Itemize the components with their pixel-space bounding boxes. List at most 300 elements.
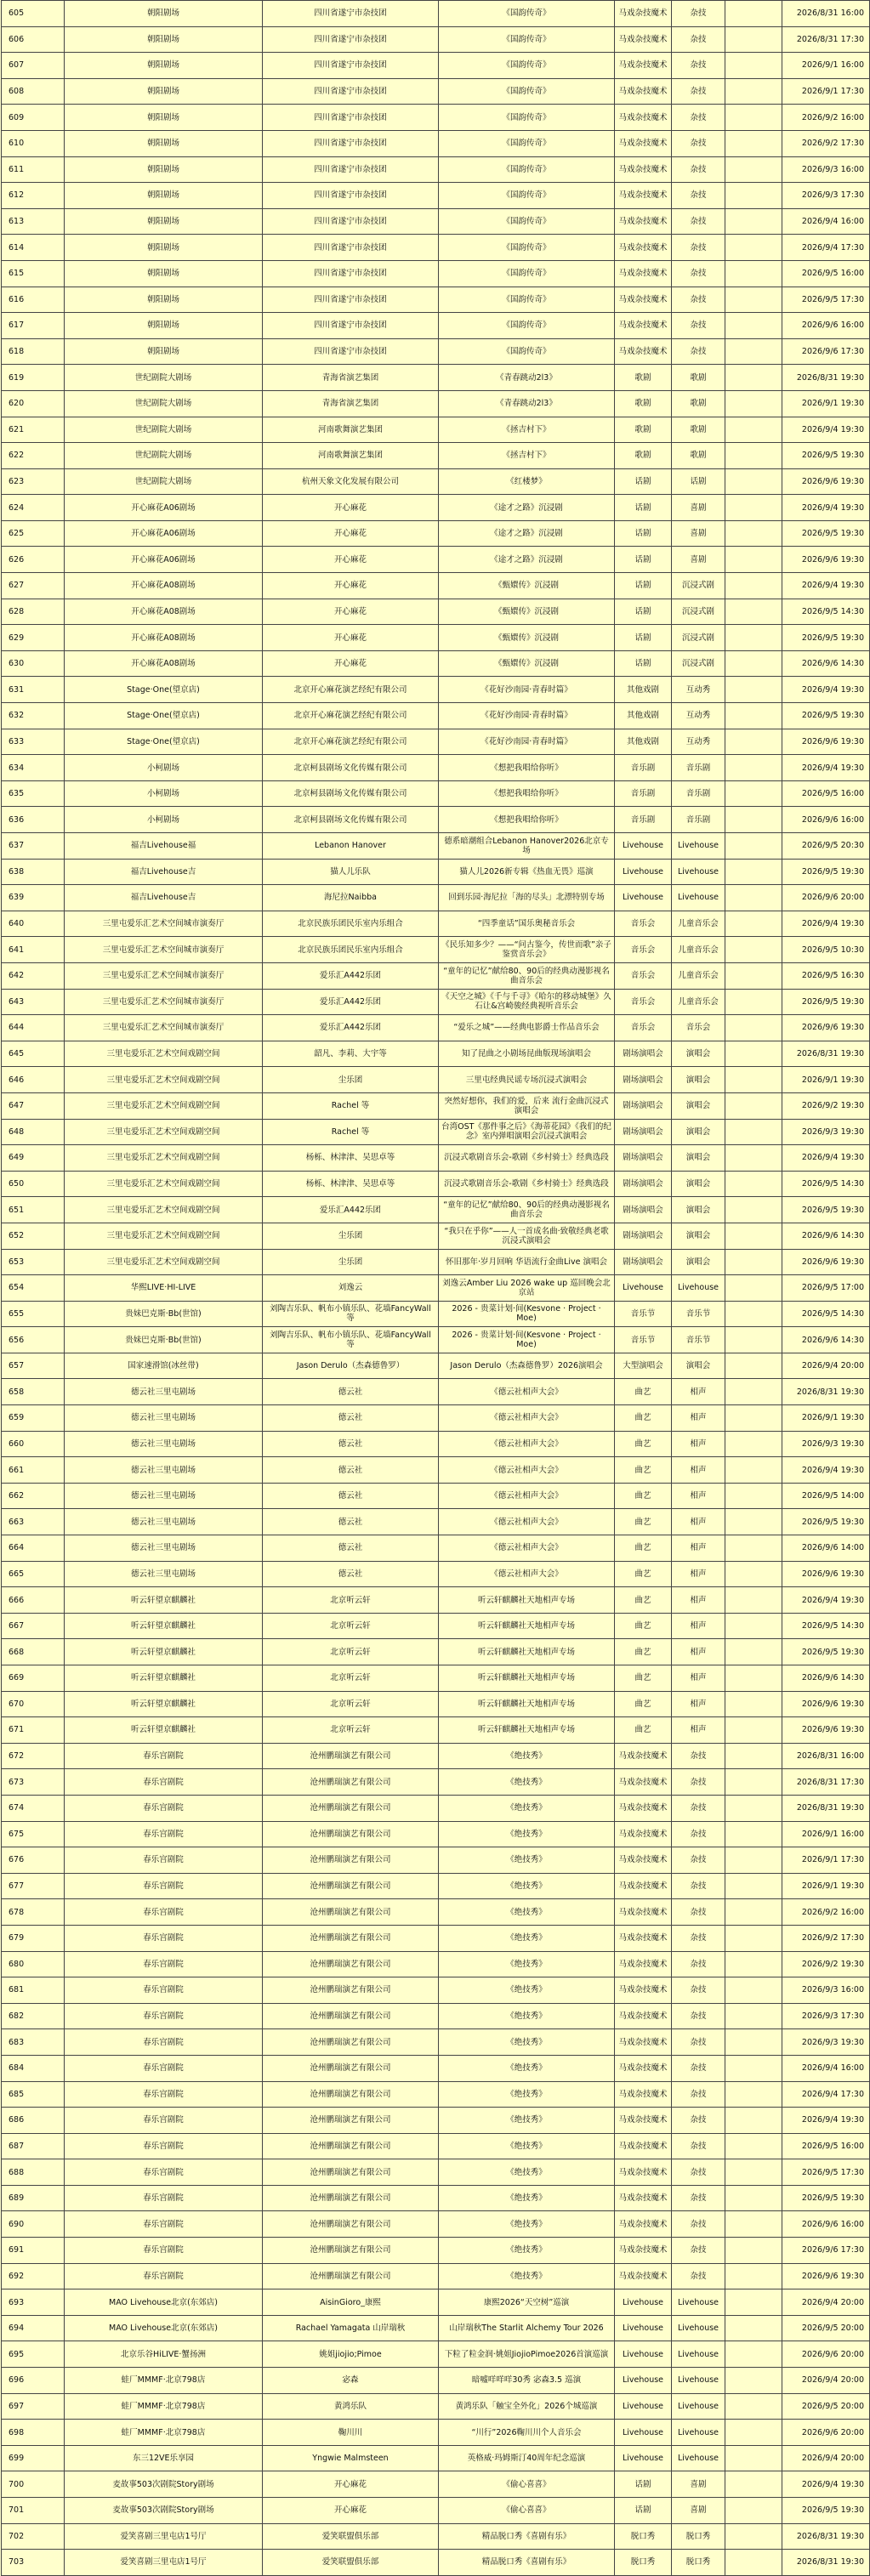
table-cell: 2026/9/4 16:00 [782,208,870,235]
table-cell: 杂技 [672,338,725,365]
table-cell: 2026/9/6 19:30 [782,547,870,573]
table-cell: 马戏杂技魔术 [615,1743,672,1769]
table-cell: 马戏杂技魔术 [615,78,672,105]
table-cell [725,1639,782,1665]
table-cell: 开心麻花A08剧场 [65,625,263,651]
table-cell: 《绝技秀》 [439,1977,615,2004]
table-cell: 《拯吉村下》 [439,443,615,469]
table-cell: 《国韵传奇》 [439,78,615,105]
table-cell [725,833,782,860]
table-cell: 朝阳剧场 [65,235,263,261]
table-cell: 2026/9/6 17:30 [782,338,870,365]
table-cell: 演唱会 [672,1119,725,1145]
table-cell: 2026/9/3 17:30 [782,183,870,209]
table-cell: 朝阳剧场 [65,208,263,235]
table-cell: 686 [2,2108,65,2134]
table-cell: 692 [2,2263,65,2289]
table-cell: 673 [2,1769,65,1796]
table-cell: 645 [2,1041,65,1067]
table-cell: 杂技 [672,1847,725,1874]
table-row [2,1925,870,1951]
table-cell: 相声 [672,1613,725,1639]
table-cell: 音乐剧 [615,755,672,781]
table-cell: 听云轩望京麒麟社 [65,1665,263,1692]
table-cell: 667 [2,1613,65,1639]
table-row [2,1795,870,1821]
table-cell: Lebanon Hanover [263,833,439,860]
table-cell: 《绝技秀》 [439,2133,615,2159]
table-cell: 春乐宫剧院 [65,2108,263,2134]
table-cell: 612 [2,183,65,209]
table-cell: 海尼拉Naibba [263,885,439,911]
table-cell: 沧州鹏瑞演艺有限公司 [263,1925,439,1951]
table-cell [725,1431,782,1457]
table-cell: Livehouse [615,2289,672,2316]
table-row [2,520,870,547]
table-cell: 沧州鹏瑞演艺有限公司 [263,1873,439,1899]
table-cell [725,1483,782,1509]
table-cell: 2026/9/5 19:30 [782,989,870,1015]
table-cell: 605 [2,1,65,27]
table-cell [725,2263,782,2289]
table-cell: 660 [2,1431,65,1457]
table-cell: 北京柯县剧场文化传媒有限公司 [263,807,439,833]
table-cell: 北京开心麻花演艺经纪有限公司 [263,677,439,703]
table-cell: 开心麻花 [263,547,439,573]
table-cell: 《国韵传奇》 [439,1,615,27]
table-row [2,625,870,651]
table-cell: 马戏杂技魔术 [615,2081,672,2108]
table-cell: 马戏杂技魔术 [615,1769,672,1796]
table-cell: 635 [2,780,65,807]
table-cell [725,1795,782,1821]
table-cell: 689 [2,2185,65,2211]
table-cell: 2026/9/6 14:30 [782,650,870,677]
table-cell: 刘陶吉乐队、帆布小镇乐队、花墙FancyWall 等 [263,1327,439,1353]
table-cell [725,443,782,469]
table-cell: 演唱会 [672,1171,725,1197]
table-cell: 三里屯爱乐汇艺术空间戏剧空间 [65,1171,263,1197]
table-cell: Livehouse [672,2393,725,2420]
table-cell: 杂技 [672,235,725,261]
table-cell: 北京开心麻花演艺经纪有限公司 [263,703,439,729]
table-cell: 《绝技秀》 [439,1899,615,1926]
table-cell: 2026/9/2 17:30 [782,1925,870,1951]
table-cell: 马戏杂技魔术 [615,313,672,339]
table-cell: 631 [2,677,65,703]
table-cell [725,78,782,105]
table-cell [725,1145,782,1172]
table-cell: 德云社 [263,1535,439,1562]
table-cell: 《绝技秀》 [439,2185,615,2211]
table-cell: 听云轩麒麟社天地相声专场 [439,1665,615,1692]
table-cell [725,417,782,443]
table-cell: 猫人儿乐队 [263,859,439,885]
table-cell: 马戏杂技魔术 [615,208,672,235]
table-cell [725,1899,782,1926]
table-cell: 开心麻花 [263,625,439,651]
table-row [2,1327,870,1353]
table-cell: 沧州鹏瑞演艺有限公司 [263,2003,439,2029]
table-cell: 沧州鹏瑞演艺有限公司 [263,2029,439,2056]
table-cell: 马戏杂技魔术 [615,287,672,313]
table-cell: 《民乐知多少？——“问古鉴今，传世而歌”亲子鉴赏音乐会》 [439,937,615,963]
table-cell: 663 [2,1509,65,1535]
table-row [2,1379,870,1405]
table-cell: 春乐宫剧院 [65,1873,263,1899]
table-cell: 沉浸式剧 [672,573,725,599]
table-cell: 爱乐汇A442乐团 [263,989,439,1015]
table-cell: 沧州鹏瑞演艺有限公司 [263,2081,439,2108]
table-cell: 相声 [672,1535,725,1562]
table-row [2,2081,870,2108]
table-cell: 听云轩望京麒麟社 [65,1639,263,1665]
table-row [2,962,870,989]
table-cell [725,2420,782,2446]
table-cell: 德系暗潮组合Lebanon Hanover2026北京专场 [439,833,615,860]
table-row [2,1431,870,1457]
table-cell: 小柯剧场 [65,755,263,781]
table-cell: 620 [2,390,65,417]
table-cell: 616 [2,287,65,313]
table-cell: Yngwie Malmsteen [263,2445,439,2471]
table-cell: 剧场演唱会 [615,1119,672,1145]
table-cell [725,2133,782,2159]
table-cell [725,1171,782,1197]
table-cell: 682 [2,2003,65,2029]
table-cell [725,859,782,885]
table-cell: 相声 [672,1379,725,1405]
table-cell: 春乐宫剧院 [65,1925,263,1951]
table-cell: 2026/9/5 19:30 [782,443,870,469]
table-cell: 《绝技秀》 [439,1821,615,1847]
table-cell: 春乐宫剧院 [65,2055,263,2081]
table-cell: 646 [2,1067,65,1093]
table-cell: 德云社 [263,1431,439,1457]
table-cell: 青海省演艺集团 [263,390,439,417]
table-cell: 德云社三里屯剧场 [65,1457,263,1484]
table-row [2,468,870,495]
table-cell: 杂技 [672,2081,725,2108]
table-cell: Livehouse [615,2445,672,2471]
table-cell: 632 [2,703,65,729]
table-cell: 2026/8/31 16:00 [782,1,870,27]
table-cell [725,599,782,625]
table-cell: 三里屯爱乐汇艺术空间戏剧空间 [65,1041,263,1067]
table-row [2,1301,870,1327]
table-cell: 685 [2,2081,65,2108]
table-cell [725,937,782,963]
table-cell: 福吉Livehouse吉 [65,859,263,885]
table-cell: 《绝技秀》 [439,2081,615,2108]
table-cell [725,495,782,521]
table-cell: 三里屯爱乐汇艺术空间城市演奏厅 [65,962,263,989]
table-cell: 2026/9/3 16:00 [782,156,870,183]
table-cell: 朝阳剧场 [65,260,263,287]
table-cell: 杂技 [672,287,725,313]
table-cell: 621 [2,417,65,443]
table-cell: 歌剧 [672,365,725,391]
table-row [2,1171,870,1197]
table-row [2,313,870,339]
table-row [2,2055,870,2081]
table-cell [725,1821,782,1847]
table-cell: 韶凡、李莉、大宇等 [263,1041,439,1067]
table-cell [725,911,782,937]
table-cell: Stage·One(望京店) [65,729,263,755]
table-cell: 开心麻花 [263,599,439,625]
table-cell: 2026/9/4 19:30 [782,677,870,703]
table-cell [725,1873,782,1899]
table-cell: 大型演唱会 [615,1353,672,1379]
table-cell: 曲艺 [615,1561,672,1587]
table-cell: 其他戏剧 [615,729,672,755]
table-cell: 其他戏剧 [615,703,672,729]
table-cell: 黄鸿乐队 [263,2393,439,2420]
table-cell: 北京柯县剧场文化传媒有限公司 [263,780,439,807]
table-cell: 春乐宫剧院 [65,1899,263,1926]
table-cell: 四川省遂宁市杂技团 [263,1,439,27]
table-cell: 相声 [672,1457,725,1484]
table-row [2,1275,870,1302]
table-cell: 脱口秀 [615,2523,672,2550]
table-cell: Rachel 等 [263,1092,439,1119]
table-cell: 听云轩麒麟社天地相声专场 [439,1639,615,1665]
table-cell: 2026/9/4 19:30 [782,911,870,937]
table-cell: 四川省遂宁市杂技团 [263,260,439,287]
table-cell: 马戏杂技魔术 [615,53,672,79]
table-cell: 2026/9/5 19:30 [782,1639,870,1665]
table-cell: 2026/9/5 16:00 [782,780,870,807]
table-cell: 613 [2,208,65,235]
table-cell: 麦故事503次剧院Story剧场 [65,2471,263,2498]
table-row [2,885,870,911]
table-cell: 剧场演唱会 [615,1197,672,1223]
table-cell: 刘逸云 [263,1275,439,1302]
table-row [2,937,870,963]
table-cell: 互动秀 [672,677,725,703]
table-cell: AisinGioro_康熙 [263,2289,439,2316]
table-cell [725,1535,782,1562]
table-cell: 曲艺 [615,1379,672,1405]
table-cell: 2026/9/6 14:30 [782,1223,870,1249]
table-cell: 沉浸式歌剧音乐会-歌剧《乡村骑士》经典选段 [439,1171,615,1197]
table-cell [725,1613,782,1639]
table-cell: 杂技 [672,2029,725,2056]
table-cell: 歌剧 [672,417,725,443]
table-cell: 2026/9/4 19:30 [782,1457,870,1484]
table-cell: 马戏杂技魔术 [615,183,672,209]
table-cell: 演唱会 [672,1353,725,1379]
table-row [2,1613,870,1639]
table-cell: 2026/9/6 16:00 [782,313,870,339]
table-cell: 2026/8/31 19:30 [782,1795,870,1821]
table-cell: 2026/9/5 16:30 [782,962,870,989]
table-cell: 2026/9/1 19:30 [782,1405,870,1432]
table-cell: 杂技 [672,2055,725,2081]
table-cell: 四川省遂宁市杂技团 [263,287,439,313]
table-cell: 《想把我唱给你听》 [439,807,615,833]
table-cell: 三里屯爱乐汇艺术空间戏剧空间 [65,1145,263,1172]
table-cell: 马戏杂技魔术 [615,2029,672,2056]
table-cell: 演唱会 [672,1197,725,1223]
table-cell: 听云轩麒麟社天地相声专场 [439,1587,615,1614]
table-cell: 2026/9/1 17:30 [782,1847,870,1874]
table-cell: 杂技 [672,2003,725,2029]
table-cell: 2026/9/5 20:00 [782,2393,870,2420]
table-cell [725,313,782,339]
table-cell: 歌剧 [615,390,672,417]
table-cell [725,2081,782,2108]
table-cell: 杨栎、林津津、吴思卓等 [263,1145,439,1172]
table-cell: 春乐宫剧院 [65,2263,263,2289]
table-cell: 马戏杂技魔术 [615,2211,672,2238]
table-cell: 春乐宫剧院 [65,1847,263,1874]
table-cell: 开心麻花 [263,520,439,547]
table-cell: 春乐宫剧院 [65,2238,263,2264]
table-cell: 650 [2,1171,65,1197]
table-cell: 音乐剧 [615,780,672,807]
table-cell: 春乐宫剧院 [65,2185,263,2211]
table-cell: 马戏杂技魔术 [615,2003,672,2029]
table-cell: 东三12VE乐享园 [65,2445,263,2471]
schedule-table-body [2,1,870,2576]
table-cell: 听云轩麒麟社天地相声专场 [439,1691,615,1717]
table-cell: “童年的记忆”献给80、90后的经典动漫影视名曲音乐会 [439,962,615,989]
table-cell: 678 [2,1899,65,1926]
table-cell [725,1561,782,1587]
table-cell: 684 [2,2055,65,2081]
table-cell [725,53,782,79]
table-cell: 2026/9/3 17:30 [782,2003,870,2029]
table-cell [725,729,782,755]
table-cell: 2026/9/6 19:30 [782,1015,870,1041]
table-cell [725,2211,782,2238]
table-cell: 《国韵传奇》 [439,338,615,365]
table-cell: 626 [2,547,65,573]
table-cell: 杂技 [672,1769,725,1796]
table-cell: 2026/9/4 20:00 [782,2445,870,2471]
table-cell: 刘陶吉乐队、帆布小镇乐队、花墙FancyWall 等 [263,1301,439,1327]
table-cell: 2026/9/2 19:30 [782,1951,870,1977]
table-cell: 2026/9/6 20:00 [782,885,870,911]
table-cell: 2026/9/4 19:30 [782,417,870,443]
table-cell [725,208,782,235]
table-cell: 《青春跳动2l3》 [439,390,615,417]
table-cell: 爱乐汇A442乐团 [263,1197,439,1223]
table-cell: 沧州鹏瑞演艺有限公司 [263,1847,439,1874]
table-cell [725,677,782,703]
table-cell: 英格威·玛姆斯汀40周年纪念巡演 [439,2445,615,2471]
table-cell: 2026/9/5 14:30 [782,599,870,625]
table-cell: 2026/9/6 19:30 [782,729,870,755]
table-cell [725,390,782,417]
table-cell: 话剧 [615,468,672,495]
table-row [2,1223,870,1249]
table-cell [725,1223,782,1249]
table-cell: 656 [2,1327,65,1353]
table-cell: 《花好沙南园·青春时篇》 [439,677,615,703]
table-cell: 2026/9/6 14:30 [782,1665,870,1692]
table-cell: Livehouse [672,859,725,885]
table-cell: 蛙厂MMMF·北京798店 [65,2420,263,2446]
table-cell: 小柯剧场 [65,780,263,807]
table-cell: 春乐宫剧院 [65,1977,263,2004]
table-row [2,417,870,443]
table-cell: 马戏杂技魔术 [615,2263,672,2289]
table-row [2,2185,870,2211]
table-cell: 听云轩望京麒麟社 [65,1717,263,1744]
table-cell: 剧场演唱会 [615,1223,672,1249]
table-cell: Livehouse [615,859,672,885]
table-cell: 开心麻花 [263,2471,439,2498]
table-cell: 690 [2,2211,65,2238]
table-cell: 沧州鹏瑞演艺有限公司 [263,2238,439,2264]
table-cell: 马戏杂技魔术 [615,156,672,183]
table-cell [725,625,782,651]
table-cell: 615 [2,260,65,287]
table-cell: 杂技 [672,208,725,235]
table-cell: 开心麻花A06剧场 [65,547,263,573]
table-cell: 脱口秀 [615,2550,672,2576]
table-cell: 听云轩麒麟社天地相声专场 [439,1613,615,1639]
table-cell: 655 [2,1301,65,1327]
table-row [2,2498,870,2524]
table-cell: 2026/9/5 19:30 [782,859,870,885]
table-cell: 杂技 [672,105,725,131]
table-cell: 马戏杂技魔术 [615,1795,672,1821]
table-cell: 624 [2,495,65,521]
table-row [2,1847,870,1874]
table-cell [725,1717,782,1744]
table-cell: 630 [2,650,65,677]
table-row [2,390,870,417]
table-cell: 沧州鹏瑞演艺有限公司 [263,2185,439,2211]
table-cell: 曲艺 [615,1483,672,1509]
table-cell: 2026/9/6 19:30 [782,1561,870,1587]
table-row [2,703,870,729]
table-cell: 2026/9/5 14:30 [782,1171,870,1197]
table-cell: 春乐宫剧院 [65,2133,263,2159]
table-cell: “童年的记忆”献给80、90后的经典动漫影视名曲音乐会 [439,1197,615,1223]
table-cell: 脱口秀 [672,2523,725,2550]
table-cell [725,1743,782,1769]
table-row [2,1535,870,1562]
table-cell: 北京民族乐团民乐室内乐组合 [263,911,439,937]
table-cell: 653 [2,1249,65,1275]
table-cell: 精品脱口秀《喜剧有乐》 [439,2550,615,2576]
table-cell: 世纪剧院大剧场 [65,390,263,417]
table-cell: 607 [2,53,65,79]
table-cell: 沧州鹏瑞演艺有限公司 [263,2263,439,2289]
table-cell: 春乐宫剧院 [65,1795,263,1821]
table-cell: 德云社三里屯剧场 [65,1535,263,1562]
table-cell: 《天空之城》《千与千寻》《哈尔的移动城堡》久石让&宫崎骏经典视听音乐会 [439,989,615,1015]
table-cell: 2026/9/5 16:00 [782,2133,870,2159]
table-row [2,1509,870,1535]
table-row [2,1899,870,1926]
table-cell: 德云社 [263,1405,439,1432]
table-cell [725,1249,782,1275]
table-cell: 尘乐团 [263,1223,439,1249]
table-cell: 2026/9/5 20:30 [782,833,870,860]
table-cell: 《绝技秀》 [439,2108,615,2134]
table-cell: 黄鸿乐队「触宝全外化」2026个城巡演 [439,2393,615,2420]
table-cell: 朝阳剧场 [65,338,263,365]
table-row [2,1639,870,1665]
table-cell [725,1379,782,1405]
table-cell: 2026/9/5 19:30 [782,1509,870,1535]
